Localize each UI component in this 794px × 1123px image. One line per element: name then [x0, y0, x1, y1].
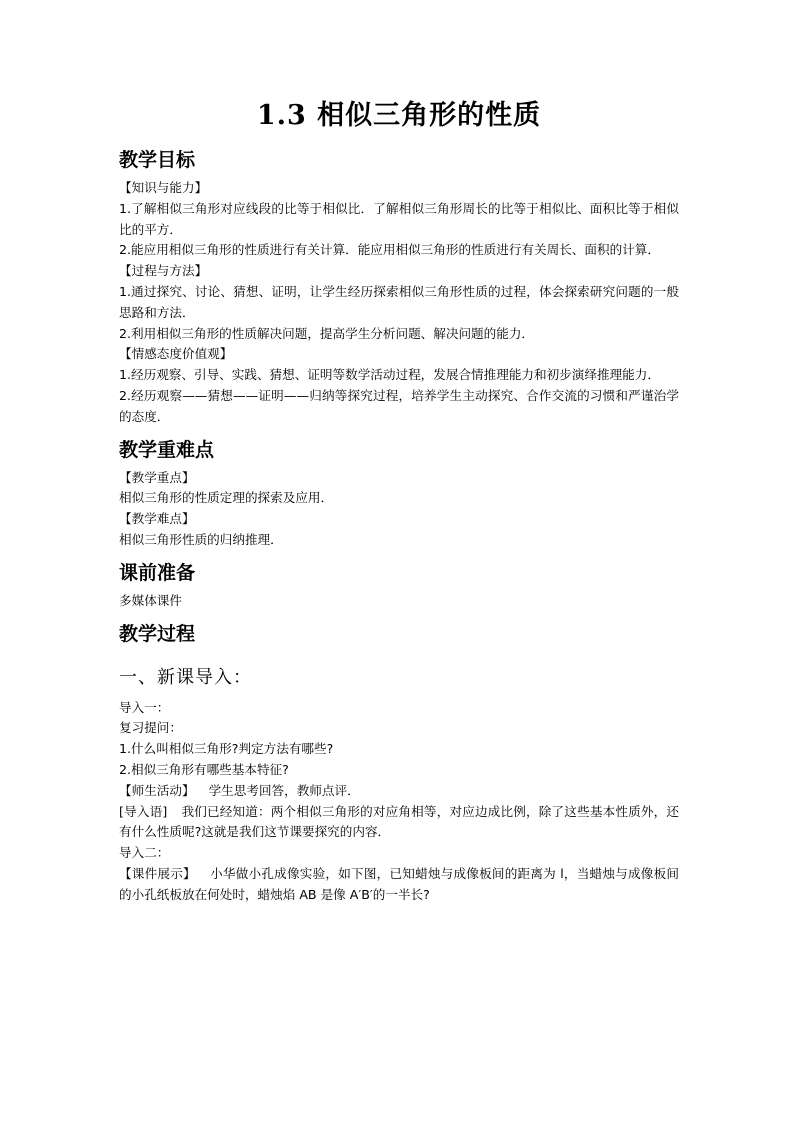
preparation-text: 多媒体课件	[119, 592, 182, 608]
review-question-1: 1.什么叫相似三角形?判定方法有哪些?	[119, 741, 334, 757]
section-heading-preparation: 课前准备	[119, 561, 196, 584]
section-heading-objectives: 教学目标	[119, 149, 196, 171]
label-intro-1: 导入一：	[119, 699, 170, 715]
label-knowledge: 【知识与能力】	[119, 180, 208, 195]
objective-knowledge-2: 2.能应用相似三角形的性质进行有关计算．能应用相似三角形的性质进行有关周长、面积的计算．	[119, 242, 660, 258]
label-focus: 【教学重点】	[119, 469, 195, 485]
label-emotion: 【情感态度价值观】	[119, 346, 233, 362]
document-page	[119, 96, 679, 906]
label-intro-2: 导入二：	[119, 845, 170, 861]
objective-process-2: 2.利用相似三角形的性质解决问题，提高学生分析问题、解决问题的能力．	[119, 325, 535, 341]
objective-emotion-2: 2.经历观察——猜想——证明——归纳等探究过程，培养学生主动探究、合作交流的习惯和严谨治学的态度．	[119, 387, 679, 424]
objective-emotion-1: 1.经历观察、引导、实践、猜想、证明等数学活动过程，发展合情推理能力和初步演绎推理能力．	[119, 367, 660, 383]
sub-heading-new-lesson: 一、新课导入：	[119, 666, 252, 688]
label-review: 复习提问：	[119, 720, 182, 736]
lead-line	[119, 802, 679, 844]
review-question-2: 2.相似三角形有哪些基本特征?	[119, 761, 289, 777]
section-heading-process: 教学过程	[119, 622, 196, 645]
label-activity: 【师生活动】	[119, 782, 195, 798]
focus-text: 相似三角形的性质定理的探索及应用．	[119, 490, 334, 506]
lead-text: 我们已经知道：两个相似三角形的对应角相等，对应边成比例，除了这些基本性质外，还有什么性质呢?这就是我们这节课要探究的内容．	[119, 803, 679, 840]
show-line	[119, 864, 679, 906]
label-process-method: 【过程与方法】	[119, 263, 208, 279]
show-text: 小华做小孔成像实验，如下图，已知蜡烛与成像板间的距离为 l，当蜡烛与成像板间的小孔纸板放在何处时，蜡烛焰 AB 是像 A′B′的一半长?	[119, 865, 679, 902]
objective-knowledge-1: 1.了解相似三角形对应线段的比等于相似比．了解相似三角形周长的比等于相似比、面积比等于相似比的平方．	[119, 200, 679, 237]
activity-line	[119, 781, 679, 802]
page-title: 1.3 相似三角形的性质	[256, 100, 542, 131]
section-heading-key-points: 教学重难点	[119, 438, 215, 461]
label-lead: [导入语]	[119, 803, 168, 819]
objective-process-1: 1.通过探究、讨论、猜想、证明，让学生经历探索相似三角形性质的过程，体会探索研究问题的一般思路和方法．	[119, 283, 679, 320]
label-difficulty: 【教学难点】	[119, 511, 195, 527]
label-show: 【课件展示】	[119, 865, 196, 881]
activity-text: 学生思考回答，教师点评．	[208, 782, 360, 798]
difficulty-text: 相似三角形性质的归纳推理．	[119, 531, 283, 547]
